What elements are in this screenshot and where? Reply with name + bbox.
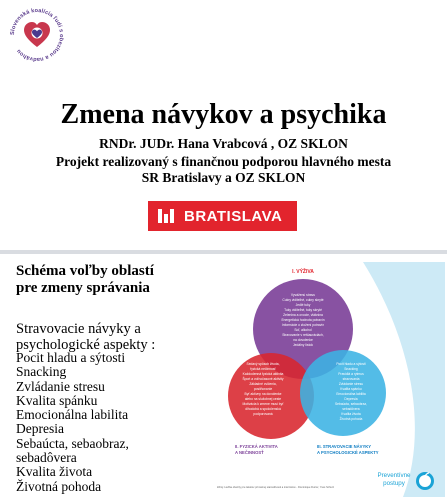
list-item: Emocionálna labilita xyxy=(16,407,129,423)
venn-left-text: dlhodobá a spoločenská xyxy=(245,407,281,411)
venn-left-text: posilňovanie xyxy=(253,387,273,391)
venn-right-text: Sebaúcta, sebaobraz, xyxy=(334,402,368,406)
venn-left-label-line-1: II. FYZICKÁ AKTIVITA xyxy=(235,444,278,449)
slide-heading-line-2: pre zmeny správania xyxy=(16,280,150,296)
venn-diagram xyxy=(213,262,445,497)
venn-top-text: Vyváženú stravu xyxy=(290,293,316,297)
aspects-list xyxy=(16,351,129,494)
bratislava-logo-text: BRATISLAVA xyxy=(184,207,283,225)
venn-left-text: Šport a voľnočasové aktivity xyxy=(242,377,284,381)
venn-right-text: Pocit hladu a sýtosti xyxy=(336,362,366,366)
venn-right-text: Snacking xyxy=(344,367,358,371)
logo-ring-text: Slovenská koalícia ľudí s obezitou a nadváhou xyxy=(9,7,65,63)
apple-icon xyxy=(416,472,434,490)
venn-right-label-line-1: III. STRAVOVACIE NÁVYKY xyxy=(317,444,372,449)
venn-left-label-line-2: A NEČINNOSŤ xyxy=(235,450,264,455)
badge-line-1: Preventívne xyxy=(377,472,411,479)
bratislava-logo xyxy=(148,201,297,231)
venn-top-text: Jedálny lístok xyxy=(293,343,313,347)
venn-right-text: Kvalita spánku xyxy=(340,387,362,391)
presentation-title: Zmena návykov a psychika xyxy=(60,99,387,130)
list-item: Sebaúcta, sebaobraz, xyxy=(16,435,129,451)
list-item: Snacking xyxy=(16,364,67,380)
venn-right-text: Životná pohoda xyxy=(339,417,363,421)
venn-top-text: Energetická hodnota potravín xyxy=(281,318,325,322)
badge-line-2: postupy xyxy=(383,480,405,487)
venn-left-text: podporovaná xyxy=(253,412,273,416)
venn-top-text: Jedlé tuky xyxy=(295,303,311,307)
venn-right-text: Zvládanie stresu xyxy=(338,382,364,386)
content-slide xyxy=(0,254,447,499)
list-item: Životná pohoda xyxy=(16,478,102,494)
venn-top-text: Informácie o zložení potravín xyxy=(281,323,325,327)
bratislava-emblem-icon xyxy=(158,209,176,223)
venn-right-label-line-2: A PSYCHOLOGICKÉ ASPEKTY xyxy=(317,450,379,455)
venn-left-text: Motivácia k zmene musí byť xyxy=(242,402,284,406)
venn-right-text: Emocionálna labilita xyxy=(336,392,366,396)
venn-right-text: Pravidlá a rytmus xyxy=(338,372,364,376)
diagram-source-text: Zdroj: Liečba obezity pre lekárov primárnej starostlivosti a internistov - Dominique Durrer, Yves Schutz xyxy=(217,486,335,489)
list-item: Kvalita spánku xyxy=(16,392,98,408)
venn-top-text: Tuky viditeľné, tuky skryté xyxy=(284,308,322,312)
slide-subheading-line-2: psychologické aspekty : xyxy=(16,337,156,353)
venn-top-text: Soľ, alkohol xyxy=(294,328,312,332)
venn-top-text: Stravovanie v reštauráciách, xyxy=(282,333,324,337)
venn-left-text: alebo na služobnej ceste xyxy=(244,397,282,401)
list-item: Pocit hladu a sýtosti xyxy=(16,350,126,365)
venn-right-text: Depresia xyxy=(344,397,358,401)
venn-left-text: fyzická nečinnosť xyxy=(250,367,276,371)
list-item: Depresia xyxy=(16,421,64,437)
venn-right-text: sebadôvera xyxy=(342,407,360,411)
venn-top-text: Zelenina a ovocie, vláknina xyxy=(283,313,323,317)
venn-left-text: Každodenná fyzická aktivita xyxy=(242,372,284,376)
slide-subheading xyxy=(16,321,155,353)
venn-top-text: na dovolenke xyxy=(293,338,313,342)
heart-icon xyxy=(24,22,50,47)
project-funding-line-1: Projekt realizovaný s finančnou podporou hlavného mesta xyxy=(55,154,392,169)
venn-left-text: Základné cvičenia, xyxy=(249,382,277,386)
slide-heading xyxy=(16,263,154,297)
venn-top-text: Cukry viditeľné, cukry skryté xyxy=(282,298,324,302)
venn-top-label: I. VÝŽIVA xyxy=(292,269,314,275)
venn-left-text: Sedavý spôsob života, xyxy=(246,362,280,366)
authors-line: RNDr. JUDr. Hana Vrabcová , OZ SKLON xyxy=(99,136,348,151)
list-item: sebadôvera xyxy=(16,450,77,466)
organization-logo xyxy=(6,4,68,66)
list-item: Zvládanie stresu xyxy=(16,378,105,394)
slide-heading-line-1: Schéma voľby oblastí xyxy=(16,263,154,279)
slide-subheading-line-1: Stravovacie návyky a xyxy=(16,321,141,337)
venn-left-text: Byť aktívny na dovolenke xyxy=(244,392,282,396)
venn-right-text: Kvalita života xyxy=(341,412,361,416)
list-item: Kvalita života xyxy=(16,464,93,480)
venn-right-text: stravovania xyxy=(342,377,360,381)
project-funding-line-2: SR Bratislavy a OZ SKLON xyxy=(141,170,306,185)
